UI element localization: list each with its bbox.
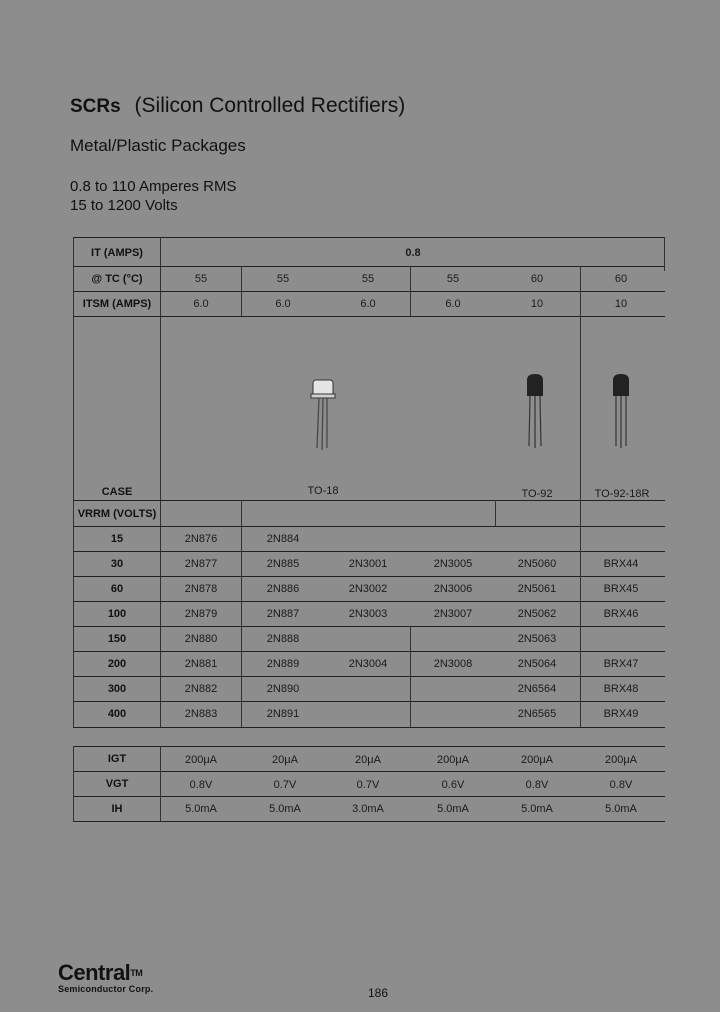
- subtitle: Metal/Plastic Packages: [70, 136, 246, 155]
- row-divider: [73, 771, 665, 772]
- part-number: BRX44: [603, 558, 639, 570]
- logo-subtitle: Semiconductor Corp.: [58, 984, 154, 994]
- part-number: 2N6565: [517, 708, 557, 720]
- tc-value: 55: [194, 273, 208, 285]
- tc-label: @ TC (°C): [91, 273, 143, 285]
- ih-value: 5.0mA: [605, 803, 637, 815]
- row-divider: [73, 821, 665, 822]
- vrrm-value: 30: [110, 558, 124, 570]
- case-to18: TO-18: [307, 485, 339, 497]
- part-number: 2N880: [184, 633, 218, 645]
- vgt-label: VGT: [105, 778, 129, 790]
- ih-value: 5.0mA: [437, 803, 469, 815]
- igt-value: 200μA: [604, 754, 638, 766]
- to18-package-icon: [309, 372, 339, 452]
- igt-value: 200μA: [184, 754, 218, 766]
- row-divider: [73, 727, 665, 728]
- ih-value: 5.0mA: [269, 803, 301, 815]
- central-logo: [58, 962, 153, 994]
- gate-table: [73, 746, 665, 822]
- part-number: 2N3004: [348, 658, 388, 670]
- tc-value: 60: [530, 273, 544, 285]
- vgt-value: 0.7V: [273, 779, 297, 791]
- part-number: 2N3007: [433, 608, 473, 620]
- row-divider: [73, 746, 665, 747]
- case-label: CASE: [101, 486, 133, 498]
- part-number: 2N889: [266, 658, 300, 670]
- part-number: 2N6564: [517, 683, 557, 695]
- part-number: BRX47: [603, 658, 639, 670]
- label-column-divider: [160, 237, 161, 727]
- igt-value: 200μA: [436, 754, 470, 766]
- row-divider: [73, 266, 665, 267]
- itsm-value: 6.0: [193, 298, 209, 310]
- part-number: 2N876: [184, 533, 218, 545]
- row-divider: [73, 626, 665, 627]
- ratings-block: [70, 177, 236, 215]
- part-number: 2N5063: [517, 633, 557, 645]
- tc-value: 55: [276, 273, 290, 285]
- case-to92: TO-92: [521, 488, 553, 500]
- vgt-value: 0.6V: [441, 779, 465, 791]
- it-value: 0.8: [405, 247, 421, 259]
- row-divider: [73, 676, 665, 677]
- vgt-value: 0.7V: [356, 779, 380, 791]
- col-divider: [241, 500, 242, 727]
- part-number: 2N887: [266, 608, 300, 620]
- vrrm-value: 60: [110, 583, 124, 595]
- vrrm-value: 300: [107, 683, 127, 695]
- part-number: BRX48: [603, 683, 639, 695]
- row-divider: [73, 796, 665, 797]
- part-number: 2N3003: [348, 608, 388, 620]
- row-divider: [73, 316, 665, 317]
- ih-value: 3.0mA: [352, 803, 384, 815]
- part-number: 2N890: [266, 683, 300, 695]
- page-title: [70, 94, 405, 118]
- itsm-value: 10: [530, 298, 544, 310]
- part-number: 2N878: [184, 583, 218, 595]
- row-divider: [73, 500, 665, 501]
- part-number: BRX49: [603, 708, 639, 720]
- part-number: 2N5064: [517, 658, 557, 670]
- part-number: 2N3008: [433, 658, 473, 670]
- part-number: 2N3005: [433, 558, 473, 570]
- igt-value: 20μA: [355, 754, 381, 766]
- to92-package-icon: [521, 372, 551, 452]
- current-range: 0.8 to 110 Amperes RMS: [70, 178, 237, 195]
- table-left-border: [73, 746, 74, 821]
- vrrm-value: 400: [107, 708, 127, 720]
- part-number: 2N3006: [433, 583, 473, 595]
- voltage-range: 15 to 1200 Volts: [70, 197, 178, 214]
- part-number: BRX45: [603, 583, 639, 595]
- table-top-border: [73, 237, 665, 238]
- vrrm-value: 15: [110, 533, 124, 545]
- part-number: 2N883: [184, 708, 218, 720]
- ih-label: IH: [111, 803, 123, 815]
- vrrm-value: 100: [107, 608, 127, 620]
- part-number: 2N891: [266, 708, 300, 720]
- part-number: 2N888: [266, 633, 300, 645]
- part-number: 2N5060: [517, 558, 557, 570]
- row-divider: [73, 526, 665, 527]
- igt-value: 20μA: [272, 754, 298, 766]
- it-label: IT (AMPS): [91, 247, 143, 259]
- itsm-label: ITSM (AMPS): [82, 298, 152, 310]
- row-divider: [73, 576, 665, 577]
- row-divider: [73, 701, 665, 702]
- itsm-value: 6.0: [360, 298, 376, 310]
- logo-text: Central: [58, 960, 131, 985]
- vrrm-value: 150: [107, 633, 127, 645]
- row-divider: [73, 651, 665, 652]
- ih-value: 5.0mA: [185, 803, 217, 815]
- part-number: 2N882: [184, 683, 218, 695]
- part-number: 2N884: [266, 533, 300, 545]
- vgt-value: 0.8V: [189, 779, 213, 791]
- igt-value: 200μA: [520, 754, 554, 766]
- vgt-value: 0.8V: [609, 779, 633, 791]
- tc-value: 60: [614, 273, 628, 285]
- table-left-border: [73, 237, 74, 727]
- itsm-value: 6.0: [445, 298, 461, 310]
- part-number: 2N877: [184, 558, 218, 570]
- part-number: 2N885: [266, 558, 300, 570]
- igt-label: IGT: [107, 753, 127, 765]
- row-divider: [73, 291, 665, 292]
- part-number: BRX46: [603, 608, 639, 620]
- col-divider: [495, 500, 496, 526]
- row-divider: [73, 601, 665, 602]
- ih-value: 5.0mA: [521, 803, 553, 815]
- col-divider: [410, 266, 411, 316]
- vrrm-label: VRRM (VOLTS): [77, 508, 157, 520]
- vrrm-value: 200: [107, 658, 127, 670]
- brand-scrs: SCRs: [70, 96, 121, 117]
- scr-table: [73, 237, 665, 727]
- col-divider: [241, 266, 242, 316]
- to92-18r-package-icon: [607, 372, 637, 452]
- row-divider: [73, 551, 665, 552]
- page-number: 186: [368, 986, 389, 1000]
- part-number: 2N881: [184, 658, 218, 670]
- part-number: 2N3001: [348, 558, 388, 570]
- part-number: 2N5061: [517, 583, 557, 595]
- part-number: 2N886: [266, 583, 300, 595]
- case-to92-18r: TO-92-18R: [594, 488, 650, 500]
- tc-value: 55: [446, 273, 460, 285]
- tc-value: 55: [361, 273, 375, 285]
- part-number: 2N5062: [517, 608, 557, 620]
- title-text: (Silicon Controlled Rectifiers): [134, 94, 406, 117]
- logo-tm: TM: [130, 968, 143, 978]
- part-number: 2N3002: [348, 583, 388, 595]
- vgt-value: 0.8V: [525, 779, 549, 791]
- itsm-value: 10: [614, 298, 628, 310]
- itsm-value: 6.0: [275, 298, 291, 310]
- col-divider: [410, 626, 411, 727]
- part-number: 2N879: [184, 608, 218, 620]
